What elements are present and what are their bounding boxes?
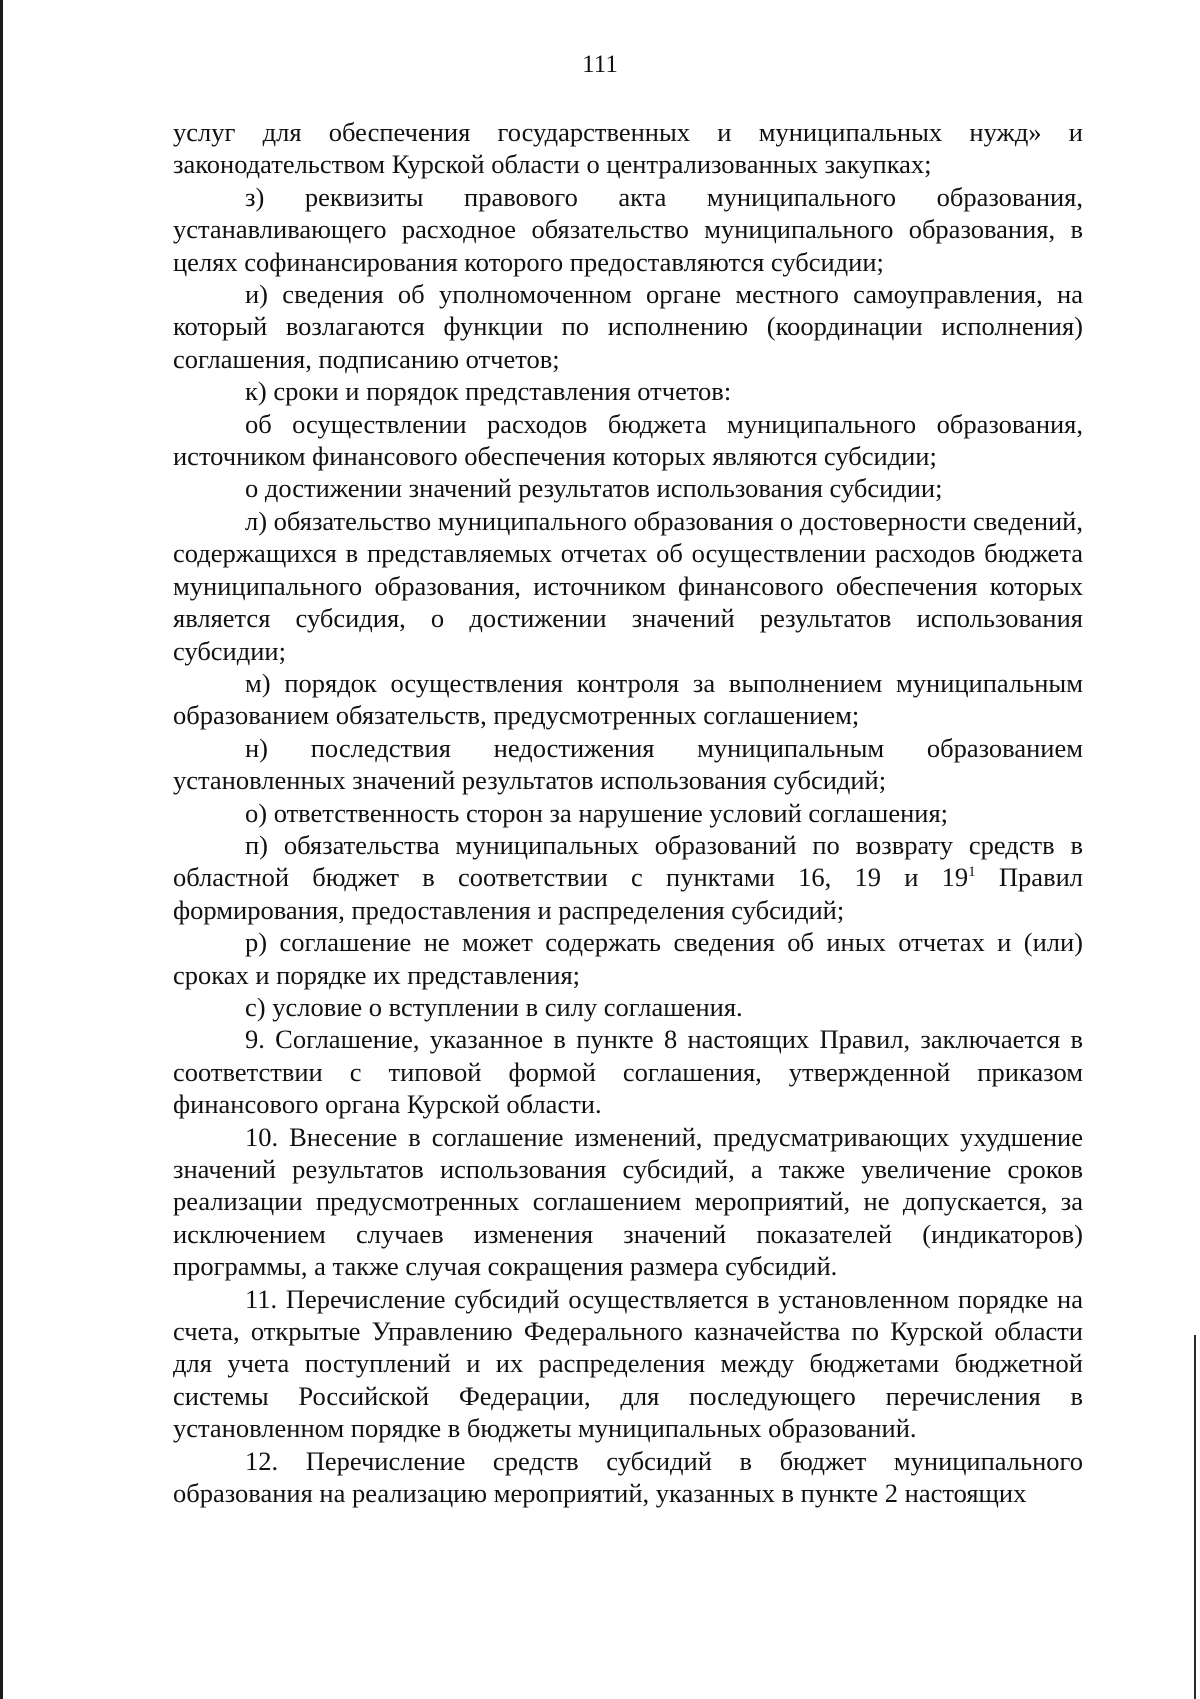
paragraph-k: к) сроки и порядок представления отчетов:: [245, 376, 732, 407]
page-number: 111: [582, 51, 618, 78]
paragraph-s: с) условие о вступлении в силу соглашения.: [245, 991, 743, 1022]
paragraph-p-text-end: Правил формирования, предоставления и распределения субсидий;: [173, 862, 1083, 925]
scan-edge-left: [0, 0, 3, 1699]
paragraph-n: н) последствия недостижения муниципальным образованием установленных значений результатов использования субсидий;: [173, 732, 1083, 796]
paragraph-p: [173, 829, 1083, 926]
paragraph-p-text: п) обязательства муниципальных образований по возврату средств в областной бюджет в соответствии с пунктами 16, 19 и 19: [173, 829, 1083, 893]
clause-11: 11. Перечисление субсидий осуществляется в установленном порядке на счета, открытые Управлению Федерального казначейства по Курской области для учета поступлений и их распределения между бюджетами бюджетной системы Российской Федерации, для последующего перечисления в установленном порядке в бюджеты муниципальных образований.: [173, 1283, 1083, 1444]
paragraph-k-results: о достижении значений результатов использования субсидии;: [245, 473, 943, 504]
paragraph-k-expenses: об осуществлении расходов бюджета муниципального образования, источником финансового обеспечения которых являются субсидии;: [173, 408, 1083, 472]
paragraph-l: л) обязательство муниципального образования о достоверности сведений, содержащихся в представляемых отчетах об осуществлении расходов бюджета муниципального образования, источником финансового обеспечения которых является субсидия, о достижении значений результатов использования субсидии;: [173, 505, 1083, 666]
paragraph-m: м) порядок осуществления контроля за выполнением муниципальным образованием обязательств, предусмотренных соглашением;: [173, 667, 1083, 731]
clause-10: 10. Внесение в соглашение изменений, предусматривающих ухудшение значений результатов использования субсидий, а также увеличение сроков реализации предусмотренных соглашением мероприятий, не допускается, за исключением случаев изменения значений показателей (индикаторов) программы, а также случая сокращения размера субсидий.: [173, 1121, 1083, 1282]
paragraph-z: з) реквизиты правового акта муниципального образования, устанавливающего расходное обязательство муниципального образования, в целях софинансирования которого предоставляются субсидии;: [173, 181, 1083, 277]
paragraph-continuation: услуг для обеспечения государственных и муниципальных нужд» и законодательством Курской области о централизованных закупках;: [173, 117, 1083, 180]
document-body: [173, 116, 1083, 1509]
scan-edge-right: [1194, 1335, 1196, 1699]
superscript: 1: [968, 864, 976, 881]
clause-9: 9. Соглашение, указанное в пункте 8 настоящих Правил, заключается в соответствии с типовой формой соглашения, утвержденной приказом финансового органа Курской области.: [173, 1024, 1083, 1120]
paragraph-o: о) ответственность сторон за нарушение условий соглашения;: [245, 797, 949, 828]
paragraph-r: р) соглашение не может содержать сведения об иных отчетах и (или) сроках и порядке их представления;: [173, 927, 1083, 990]
clause-12: 12. Перечисление средств субсидий в бюджет муниципального образования на реализацию мероприятий, указанных в пункте 2 настоящих: [173, 1445, 1083, 1509]
paragraph-i: и) сведения об уполномоченном органе местного самоуправления, на который возлагаются функции по исполнению (координации исполнения) соглашения, подписанию отчетов;: [173, 279, 1083, 374]
